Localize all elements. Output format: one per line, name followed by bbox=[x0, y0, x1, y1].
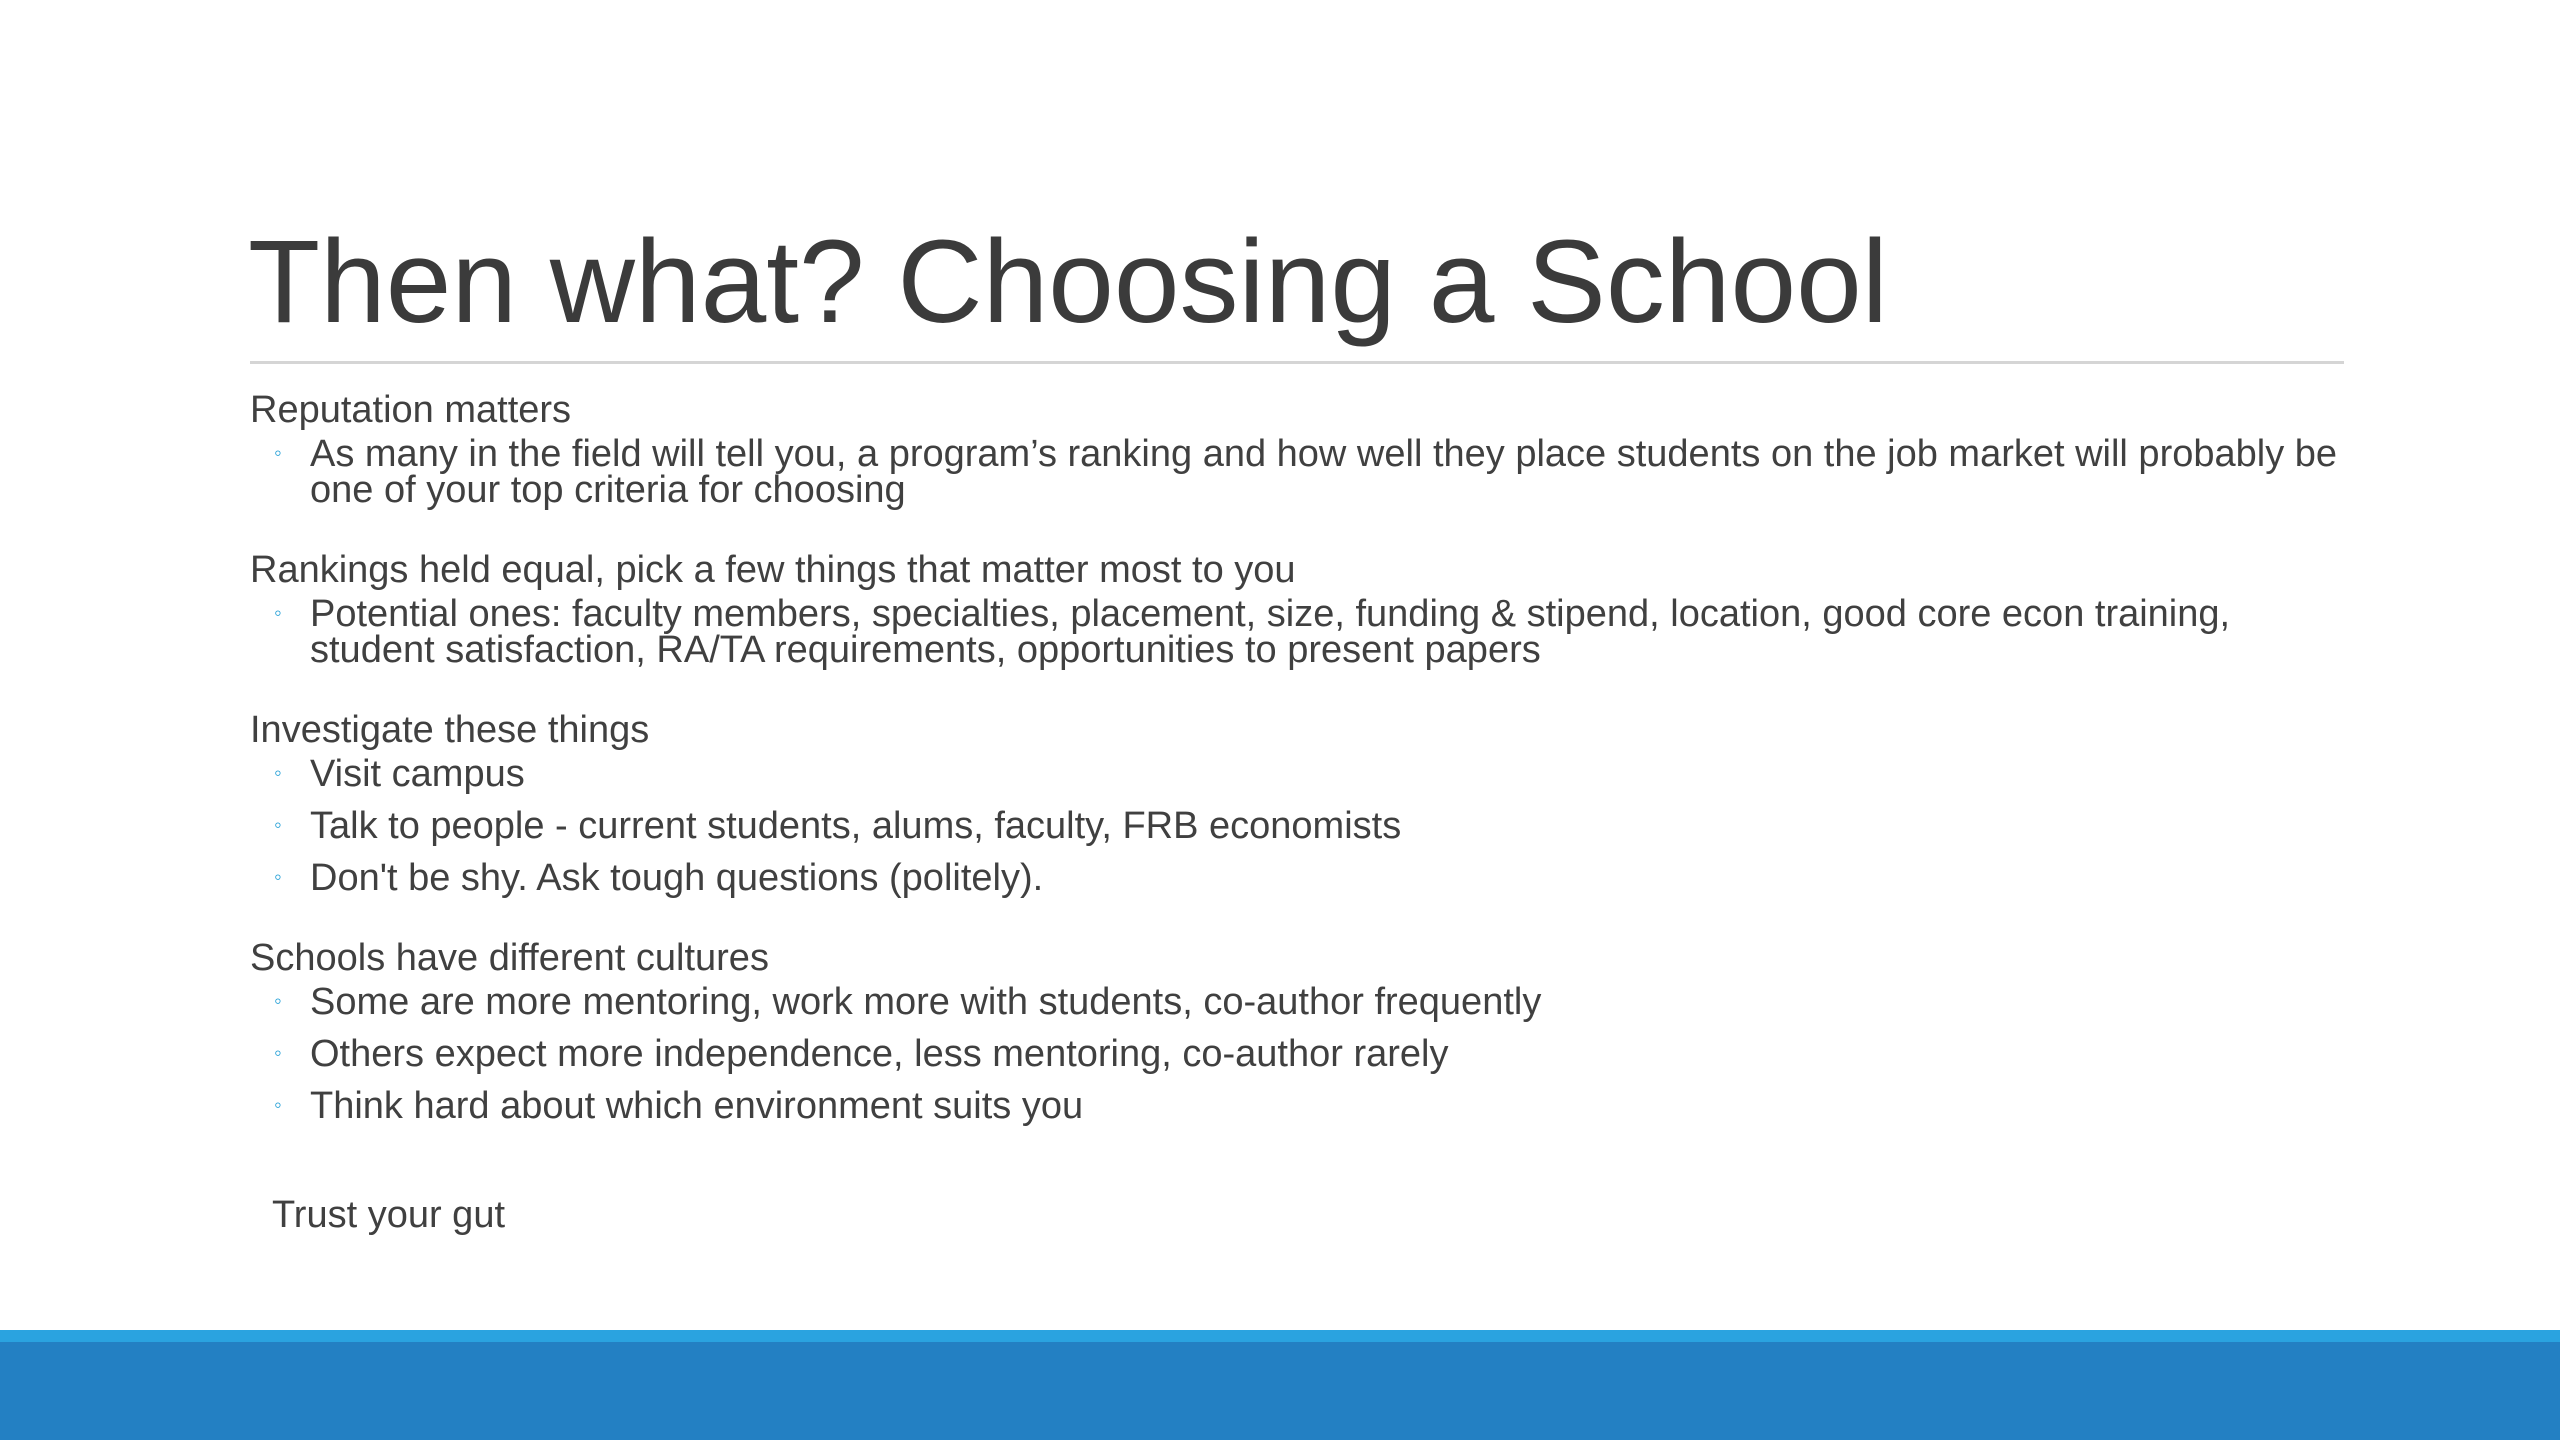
section-cultures bbox=[250, 932, 2350, 1127]
list-item bbox=[250, 1085, 2350, 1127]
section-heading: Schools have different cultures bbox=[250, 937, 769, 979]
bullet-text: Think hard about which environment suits you bbox=[310, 1085, 1084, 1127]
section-rankings bbox=[250, 544, 2350, 671]
bullet-circle-icon: ◦ bbox=[274, 1040, 282, 1065]
bullet-list bbox=[250, 981, 2350, 1127]
bullet-text: Others expect more independence, less mentoring, co-author rarely bbox=[310, 1033, 1449, 1075]
section-heading: Reputation matters bbox=[250, 389, 572, 431]
list-item bbox=[250, 857, 2350, 899]
list-item bbox=[250, 981, 2350, 1023]
bullet-circle-icon: ◦ bbox=[274, 1092, 282, 1117]
section-heading: Rankings held equal, pick a few things that matter most to you bbox=[250, 549, 1296, 591]
bullet-circle-icon: ◦ bbox=[274, 864, 282, 889]
bullet-circle-icon: ◦ bbox=[274, 760, 282, 785]
bullet-text: As many in the field will tell you, a program’s ranking and how well they place students on the job market will probably be one of your top criteria for choosing bbox=[310, 433, 2338, 511]
bullet-list bbox=[250, 433, 2350, 511]
bullet-circle-icon: ◦ bbox=[274, 812, 282, 837]
list-item bbox=[250, 805, 2350, 847]
bullet-circle-icon: ◦ bbox=[274, 988, 282, 1013]
bullet-circle-icon: ◦ bbox=[274, 600, 282, 625]
slide-title: Then what? Choosing a School bbox=[248, 216, 1888, 348]
bullet-list bbox=[250, 753, 2350, 899]
list-item bbox=[250, 753, 2350, 795]
list-item bbox=[250, 1033, 2350, 1075]
bullet-text: Talk to people - current students, alums, faculty, FRB economists bbox=[310, 805, 1402, 847]
bullet-text: Don't be shy. Ask tough questions (politely). bbox=[310, 857, 1044, 899]
section-reputation bbox=[250, 384, 2350, 511]
list-item bbox=[250, 433, 2350, 511]
closing-text: Trust your gut bbox=[272, 1194, 506, 1236]
bullet-text: Potential ones: faculty members, specialties, placement, size, funding & stipend, location, good core econ training, student satisfaction, RA/TA requirements, opportunities to present papers bbox=[310, 593, 2231, 671]
section-heading: Investigate these things bbox=[250, 709, 650, 751]
section-investigate bbox=[250, 704, 2350, 899]
bullet-text: Some are more mentoring, work more with students, co-author frequently bbox=[310, 981, 1542, 1023]
list-item bbox=[250, 593, 2350, 671]
bullet-list bbox=[250, 593, 2350, 671]
footer-accent-bar bbox=[0, 1330, 2560, 1342]
title-divider bbox=[250, 361, 2344, 364]
footer-bar bbox=[0, 1342, 2560, 1440]
slide-body bbox=[250, 384, 2350, 1160]
bullet-circle-icon: ◦ bbox=[274, 440, 282, 465]
bullet-text: Visit campus bbox=[310, 753, 525, 795]
